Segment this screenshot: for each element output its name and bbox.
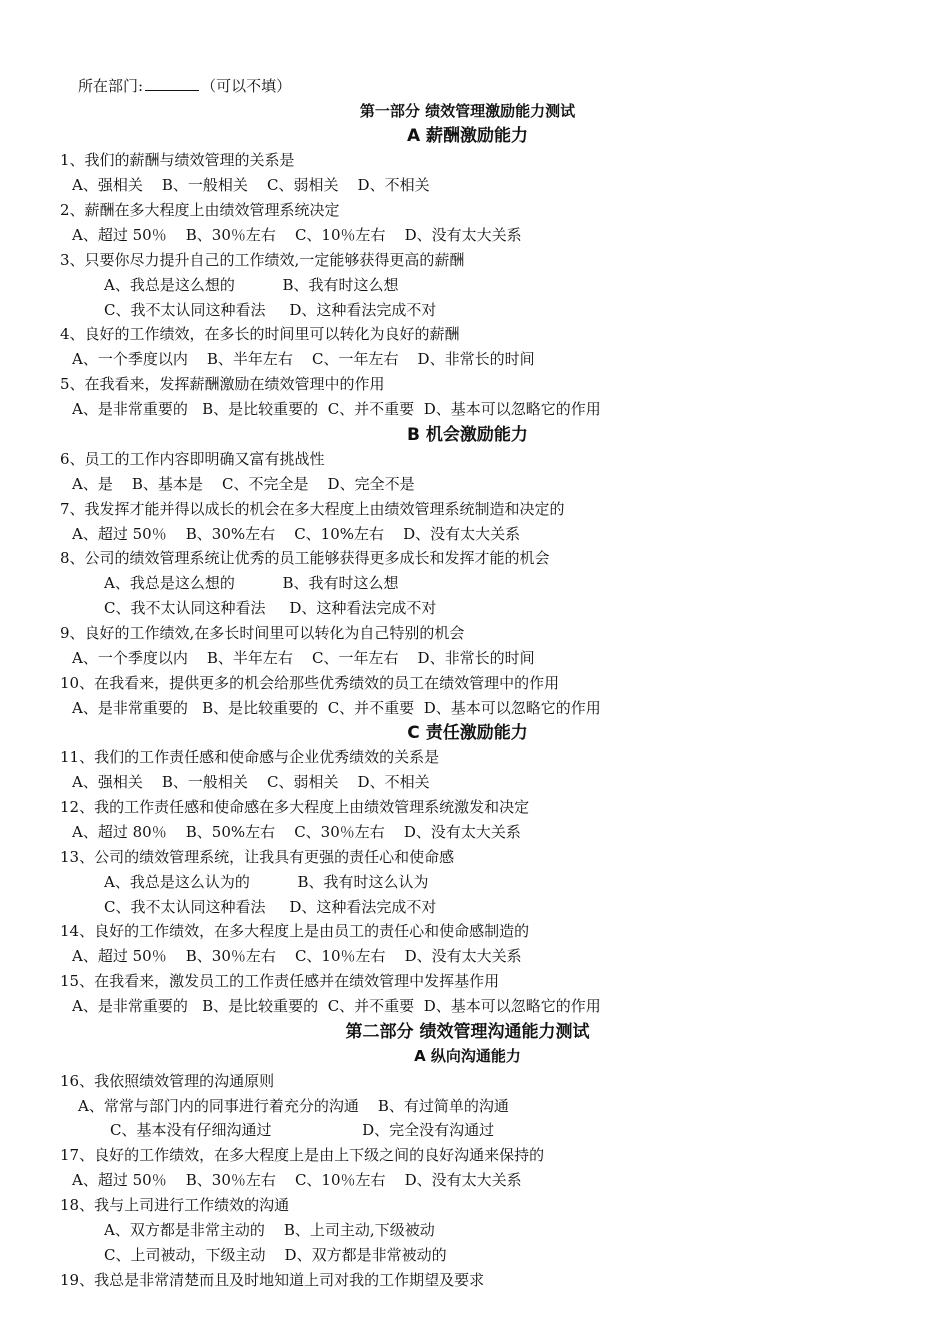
question-3-options-cd: C、我不太认同这种看法 D、这种看法完成不对: [104, 301, 437, 319]
department-line: [78, 76, 291, 96]
question-2-options: A、超过 50％ B、30％左右 C、10％左右 D、没有太大关系: [72, 226, 522, 244]
section-c-title: C 责任激励能力: [407, 723, 528, 743]
question-2: 2、薪酬在多大程度上由绩效管理系统决定: [60, 201, 340, 219]
question-4: 4、良好的工作绩效，在多长的时间里可以转化为良好的薪酬: [60, 325, 460, 343]
question-16-options-cd: C、基本没有仔细沟通过 D、完全没有沟通过: [110, 1121, 495, 1139]
question-6: 6、员工的工作内容即明确又富有挑战性: [60, 450, 325, 468]
department-label: 所在部门:: [78, 77, 144, 95]
question-9: 9、良好的工作绩效,在多长时间里可以转化为自己特别的机会: [60, 624, 465, 642]
question-1: 1、我们的薪酬与绩效管理的关系是: [60, 151, 295, 169]
question-12-options: A、超过 80％ B、50%左右 C、30％左右 D、没有太大关系: [72, 823, 521, 841]
question-3: 3、只要你尽力提升自己的工作绩效,一定能够获得更高的薪酬: [60, 251, 465, 269]
question-15-options: A、是非常重要的 B、是比较重要的 C、并不重要 D、基本可以忽略它的作用: [72, 997, 601, 1015]
question-18-options-cd: C、上司被动，下级主动 D、双方都是非常被动的: [104, 1246, 447, 1264]
question-10: 10、在我看来，提供更多的机会给那些优秀绩效的员工在绩效管理中的作用: [60, 674, 560, 692]
question-13-options-cd: C、我不太认同这种看法 D、这种看法完成不对: [104, 898, 437, 916]
question-11-options: A、强相关 B、一般相关 C、弱相关 D、不相关: [72, 773, 430, 791]
part1-title: 第一部分 绩效管理激励能力测试: [359, 102, 576, 120]
question-15: 15、在我看来，激发员工的工作责任感并在绩效管理中发挥基作用: [60, 972, 500, 990]
question-13-options-ab: A、我总是这么认为的 B、我有时这么认为: [104, 873, 429, 891]
question-14-options: A、超过 50％ B、30％左右 C、10％左右 D、没有太大关系: [72, 947, 522, 965]
question-17: 17、良好的工作绩效，在多大程度上是由上下级之间的良好沟通来保持的: [60, 1146, 545, 1164]
question-9-options: A、一个季度以内 B、半年左右 C、一年左右 D、非常长的时间: [72, 649, 535, 667]
question-14: 14、良好的工作绩效，在多大程度上是由员工的责任心和使命感制造的: [60, 922, 530, 940]
question-6-options: A、是 B、基本是 C、不完全是 D、完全不是: [72, 475, 415, 493]
question-16: 16、我依照绩效管理的沟通原则: [60, 1072, 275, 1090]
question-18: 18、我与上司进行工作绩效的沟通: [60, 1196, 290, 1214]
question-19: 19、我总是非常清楚而且及时地知道上司对我的工作期望及要求: [60, 1271, 485, 1289]
question-5: 5、在我看来，发挥薪酬激励在绩效管理中的作用: [60, 375, 385, 393]
question-7: 7、我发挥才能并得以成长的机会在多大程度上由绩效管理系统制造和决定的: [60, 500, 565, 518]
question-4-options: A、一个季度以内 B、半年左右 C、一年左右 D、非常长的时间: [72, 350, 535, 368]
question-18-options-ab: A、双方都是非常主动的 B、上司主动,下级被动: [104, 1221, 435, 1239]
question-16-options-ab: A、常常与部门内的同事进行着充分的沟通 B、有过简单的沟通: [78, 1097, 509, 1115]
question-8-options-cd: C、我不太认同这种看法 D、这种看法完成不对: [104, 599, 437, 617]
part2-section-a-title: A 纵向沟通能力: [414, 1047, 521, 1065]
section-a-title: A 薪酬激励能力: [406, 126, 529, 146]
question-8: 8、公司的绩效管理系统让优秀的员工能够获得更多成长和发挥才能的机会: [60, 549, 550, 567]
question-8-options-ab: A、我总是这么想的 B、我有时这么想: [104, 574, 399, 592]
question-13: 13、公司的绩效管理系统，让我具有更强的责任心和使命感: [60, 848, 455, 866]
department-note: （可以不填）: [201, 77, 292, 95]
question-1-options: A、强相关 B、一般相关 C、弱相关 D、不相关: [72, 176, 430, 194]
question-7-options: A、超过 50％ B、30%左右 C、10%左右 D、没有太大关系: [72, 525, 521, 543]
question-10-options: A、是非常重要的 B、是比较重要的 C、并不重要 D、基本可以忽略它的作用: [72, 699, 601, 717]
section-b-title: B 机会激励能力: [407, 425, 528, 445]
question-17-options: A、超过 50％ B、30％左右 C、10％左右 D、没有太大关系: [72, 1171, 522, 1189]
question-11: 11、我们的工作责任感和使命感与企业优秀绩效的关系是: [60, 748, 440, 766]
department-blank-field[interactable]: [145, 76, 199, 91]
question-3-options-ab: A、我总是这么想的 B、我有时这么想: [104, 276, 399, 294]
question-12: 12、我的工作责任感和使命感在多大程度上由绩效管理系统激发和决定: [60, 798, 530, 816]
part2-title: 第二部分 绩效管理沟通能力测试: [345, 1022, 590, 1042]
question-5-options: A、是非常重要的 B、是比较重要的 C、并不重要 D、基本可以忽略它的作用: [72, 400, 601, 418]
